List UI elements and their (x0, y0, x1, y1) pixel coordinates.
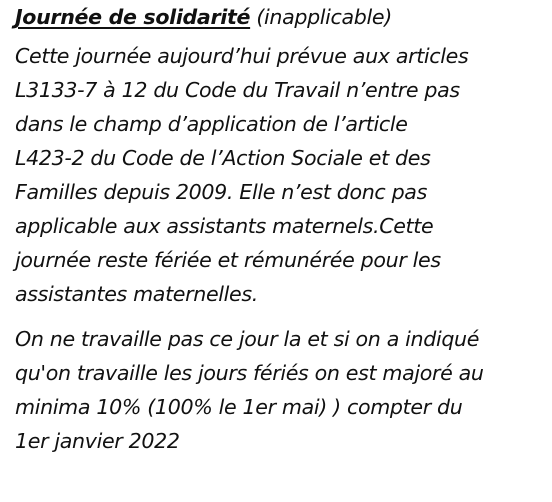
paragraph-line: qu'on travaille les jours fériés on est majoré au (15, 361, 484, 385)
paragraph-line: L3133-7 à 12 du Code du Travail n’entre pas (15, 78, 460, 102)
section-heading (15, 0, 545, 34)
document-text (15, 0, 545, 458)
paragraph-line: 1er janvier 2022 (15, 429, 180, 453)
paragraph-line: minima 10% (100% le 1er mai) ) compter du (15, 395, 463, 419)
paragraph-line: journée reste fériée et rémunérée pour les (15, 248, 441, 272)
paragraph-line: applicable aux assistants maternels.Cette (15, 214, 434, 238)
paragraph-line: On ne travaille pas ce jour la et si on a indiqué (15, 327, 480, 351)
paragraph-2 (15, 322, 545, 458)
paragraph-line: dans le champ d’application de l’article (15, 112, 408, 136)
heading-title: Journée de solidarité (15, 5, 251, 29)
paragraph-1 (15, 39, 545, 311)
paragraph-line: L423-2 du Code de l’Action Sociale et des (15, 146, 431, 170)
heading-note: (inapplicable) (250, 5, 392, 29)
paragraph-line: Familles depuis 2009. Elle n’est donc pas (15, 180, 427, 204)
paragraph-line: Cette journée aujourd’hui prévue aux articles (15, 44, 469, 68)
paragraph-line: assistantes maternelles. (15, 282, 258, 306)
